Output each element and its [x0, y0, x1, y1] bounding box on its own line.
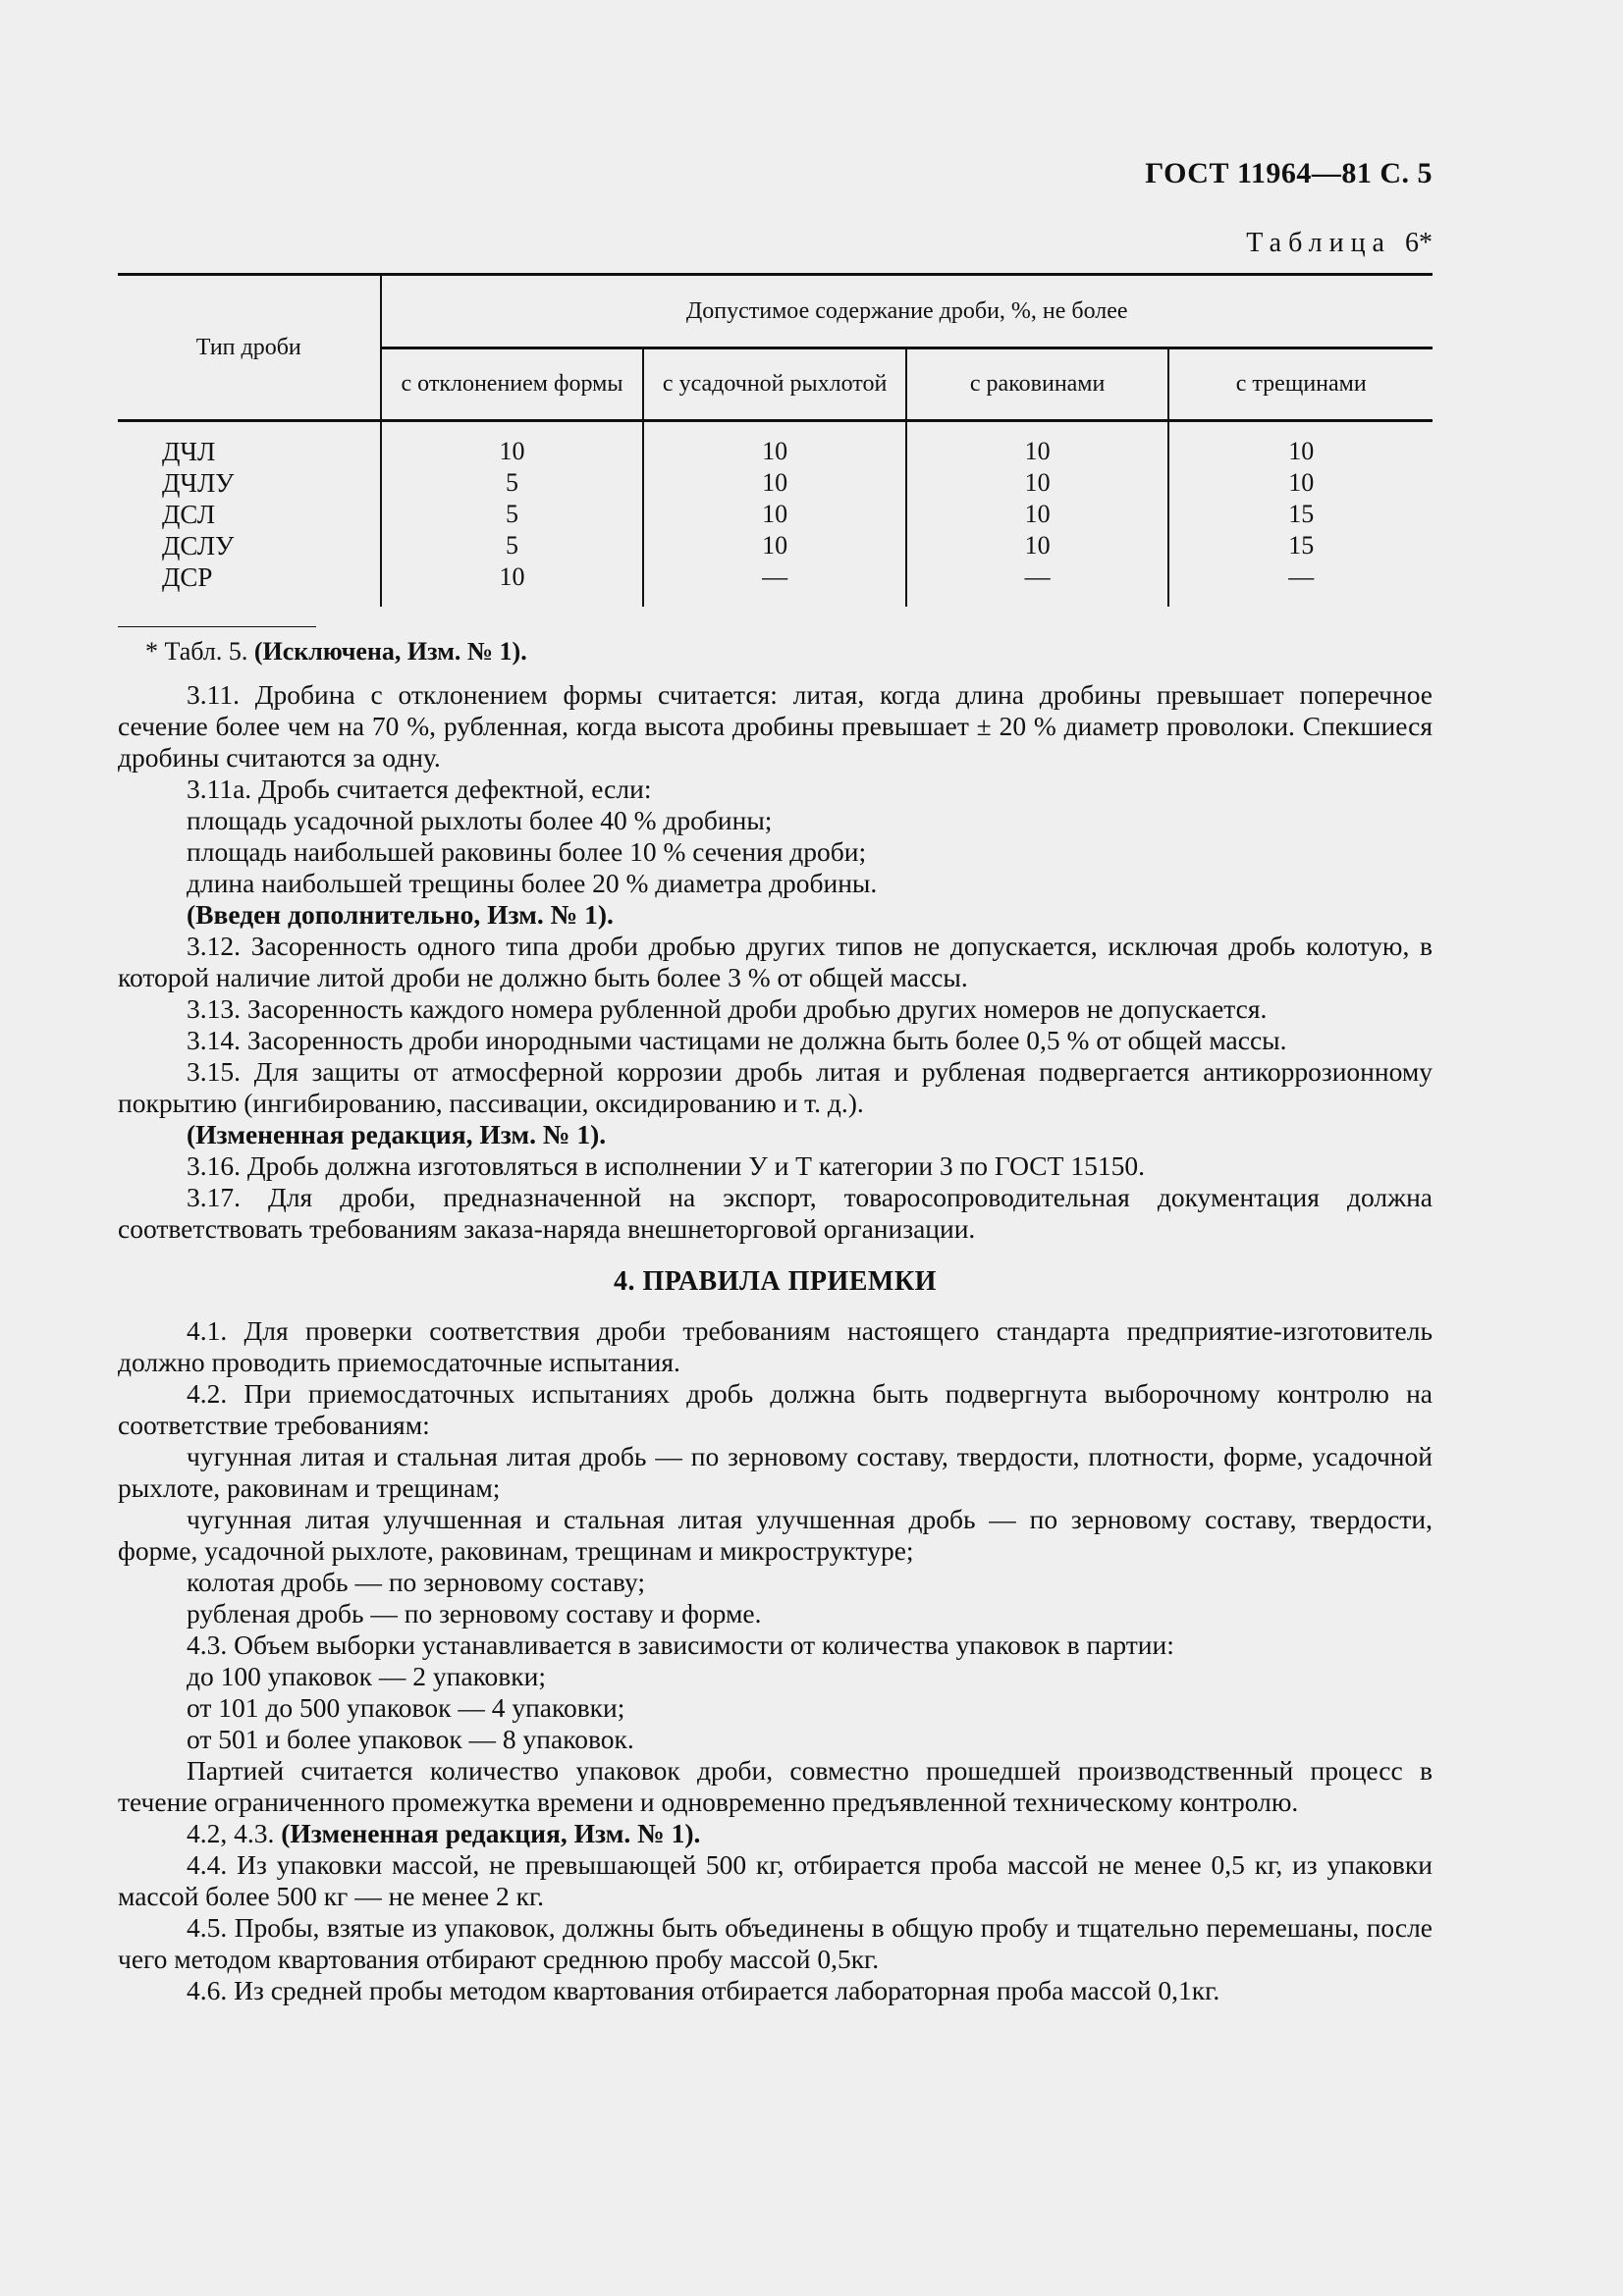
list-item: чугунная литая и стальная литая дробь — по зерновому составу, твердости, плотности, форме, усадочной рыхлоте, раковинам и трещинам; [118, 1441, 1433, 1503]
value-cell: 10 [906, 467, 1169, 499]
footnote-bold: (Исключена, Изм. № 1). [253, 637, 527, 666]
value-cell: 10 [643, 421, 905, 468]
value-cell: 10 [381, 561, 644, 607]
paragraph-4-2: 4.2. При приемосдаточных испытаниях дробь должна быть подвергнута выборочному контролю на соответствие требованиям: [118, 1378, 1433, 1440]
column-header-type: Тип дроби [118, 275, 381, 421]
table-caption-word: Таблица [1246, 228, 1391, 258]
list-item: до 100 упаковок — 2 упаковки; [187, 1661, 546, 1691]
list-item: от 101 до 500 упаковок — 4 упаковки; [187, 1692, 625, 1723]
paragraph-4-4: 4.4. Из упаковки массой, не превышающей 500 кг, отбирается проба массой не менее 0,5 кг, из упаковки массой более 500 кг — не менее 2 кг. [118, 1849, 1433, 1911]
value-cell: 10 [906, 421, 1169, 468]
value-cell: 5 [381, 530, 644, 561]
value-cell: 10 [643, 467, 905, 499]
table-caption [1246, 228, 1433, 259]
column-header-cracks: с трещинами [1235, 371, 1367, 397]
paragraph-4-6: 4.6. Из средней пробы методом квартования отбирается лабораторная проба массой 0,1кг. [187, 1975, 1220, 2005]
value-cell: 10 [643, 530, 905, 561]
paragraph-4-3-batch: Партией считается количество упаковок дроби, совместно прошедшей производственный процесс в течение ограниченного промежутка времени и одновременно предъявленной техническому контролю. [118, 1755, 1433, 1817]
column-header-shrinkage: с усадочной рыхлотой [643, 348, 905, 421]
value-cell: 10 [643, 499, 905, 530]
value-cell: 10 [906, 530, 1169, 561]
amendment-note-prefix: 4.2, 4.3. [187, 1818, 275, 1848]
list-item: площадь усадочной рыхлоты более 40 % дробины; [187, 805, 773, 835]
amendment-note-bold: (Измененная редакция, Изм. № 1). [281, 1818, 701, 1848]
value-cell: 15 [1288, 500, 1315, 528]
table-row [118, 530, 1433, 561]
shot-type-cell: ДСЛ [118, 499, 381, 530]
paragraph-3-11: 3.11. Дробина с отклонением формы считается: литая, когда длина дробины превышает поперечное сечение более чем на 70 %, рубленная, когда высота дробины превышает ± 20 % диаметр проволоки. Спекшиеся дробины считаются за одну. [118, 679, 1433, 773]
value-cell: 10 [1288, 468, 1315, 497]
value-cell: — [1288, 562, 1315, 591]
table-row [118, 421, 1433, 468]
section-4-title: 4. ПРАВИЛА ПРИЕМКИ [614, 1266, 937, 1297]
list-item: чугунная литая улучшенная и стальная литая улучшенная дробь — по зерновому составу, твердости, форме, усадочной рыхлоте, раковинам, трещинам и микроструктуре; [118, 1504, 1433, 1566]
list-item: площадь наибольшей раковины более 10 % сечения дроби; [187, 836, 867, 867]
amendment-note: (Введен дополнительно, Изм. № 1). [187, 899, 614, 930]
table-row [118, 561, 1433, 607]
table-row [118, 467, 1433, 499]
paragraph-4-3: 4.3. Объем выборки устанавливается в зависимости от количества упаковок в партии: [187, 1629, 1174, 1660]
value-cell: 10 [906, 499, 1169, 530]
shot-type-cell: ДСР [118, 561, 381, 607]
column-group-header: Допустимое содержание дроби, %, не более [381, 275, 1433, 348]
paragraph-3-17: 3.17. Для дроби, предназначенной на экспорт, товаросопроводительная документация должна соответствовать требованиям заказа-наряда внешнеторговой организации. [118, 1182, 1433, 1244]
running-head: ГОСТ 11964—81 С. 5 [1145, 157, 1433, 189]
paragraph-3-14: 3.14. Засоренность дроби инородными частицами не должна быть более 0,5 % от общей массы. [187, 1025, 1287, 1055]
shot-type-cell: ДЧЛУ [118, 467, 381, 499]
table-caption-number: 6* [1405, 228, 1433, 258]
paragraph-4-5: 4.5. Пробы, взятые из упаковок, должны быть объединены в общую пробу и тщательно перемешаны, после чего методом квартования отбирают среднюю пробу массой 0,5кг. [118, 1912, 1433, 1974]
table-row [118, 499, 1433, 530]
value-cell: 5 [381, 467, 644, 499]
shot-type-cell: ДЧЛ [118, 421, 381, 468]
list-item: длина наибольшей трещины более 20 % диаметра дробины. [187, 868, 878, 898]
value-cell: 10 [1288, 437, 1315, 465]
value-cell: — [643, 561, 905, 607]
column-header-cavities: с раковинами [906, 348, 1169, 421]
list-item: колотая дробь — по зерновому составу; [187, 1567, 645, 1597]
paragraph-3-11a: 3.11а. Дробь считается дефектной, если: [187, 774, 652, 804]
paragraph-3-13: 3.13. Засоренность каждого номера рубленной дроби дробью других номеров не допускается. [187, 993, 1268, 1024]
amendment-note: (Измененная редакция, Изм. № 1). [187, 1119, 607, 1149]
list-item: от 501 и более упаковок — 8 упаковок. [187, 1724, 634, 1754]
column-header-shape: с отклонением формы [381, 348, 644, 421]
value-cell: 10 [381, 421, 644, 468]
value-cell: 15 [1288, 531, 1315, 560]
footnote [118, 636, 1433, 667]
value-cell: — [906, 561, 1169, 607]
paragraph-4-1: 4.1. Для проверки соответствия дроби требованиям настоящего стандарта предприятие-изготовитель должно проводить приемосдаточные испытания. [118, 1315, 1433, 1377]
paragraph-3-15: 3.15. Для защиты от атмосферной коррозии дробь литая и рубленая подвергается антикоррозионному покрытию (ингибированию, пассивации, оксидированию и т. д.). [118, 1056, 1433, 1118]
paragraph-3-16: 3.16. Дробь должна изготовляться в исполнении У и Т категории 3 по ГОСТ 15150. [187, 1150, 1145, 1181]
list-item: рубленая дробь — по зерновому составу и форме. [187, 1598, 762, 1629]
body-text [118, 636, 1433, 2006]
footnote-text: * Табл. 5. [145, 637, 248, 666]
paragraph-3-12: 3.12. Засоренность одного типа дроби дробью других типов не допускается, исключая дробь колотую, в которой наличие литой дроби не должно быть более 3 % от общей массы. [118, 931, 1433, 992]
amendment-note [118, 1818, 1433, 1849]
footnote-rule [118, 626, 316, 627]
value-cell: 5 [381, 499, 644, 530]
table-6 [118, 273, 1433, 607]
shot-type-cell: ДСЛУ [118, 530, 381, 561]
